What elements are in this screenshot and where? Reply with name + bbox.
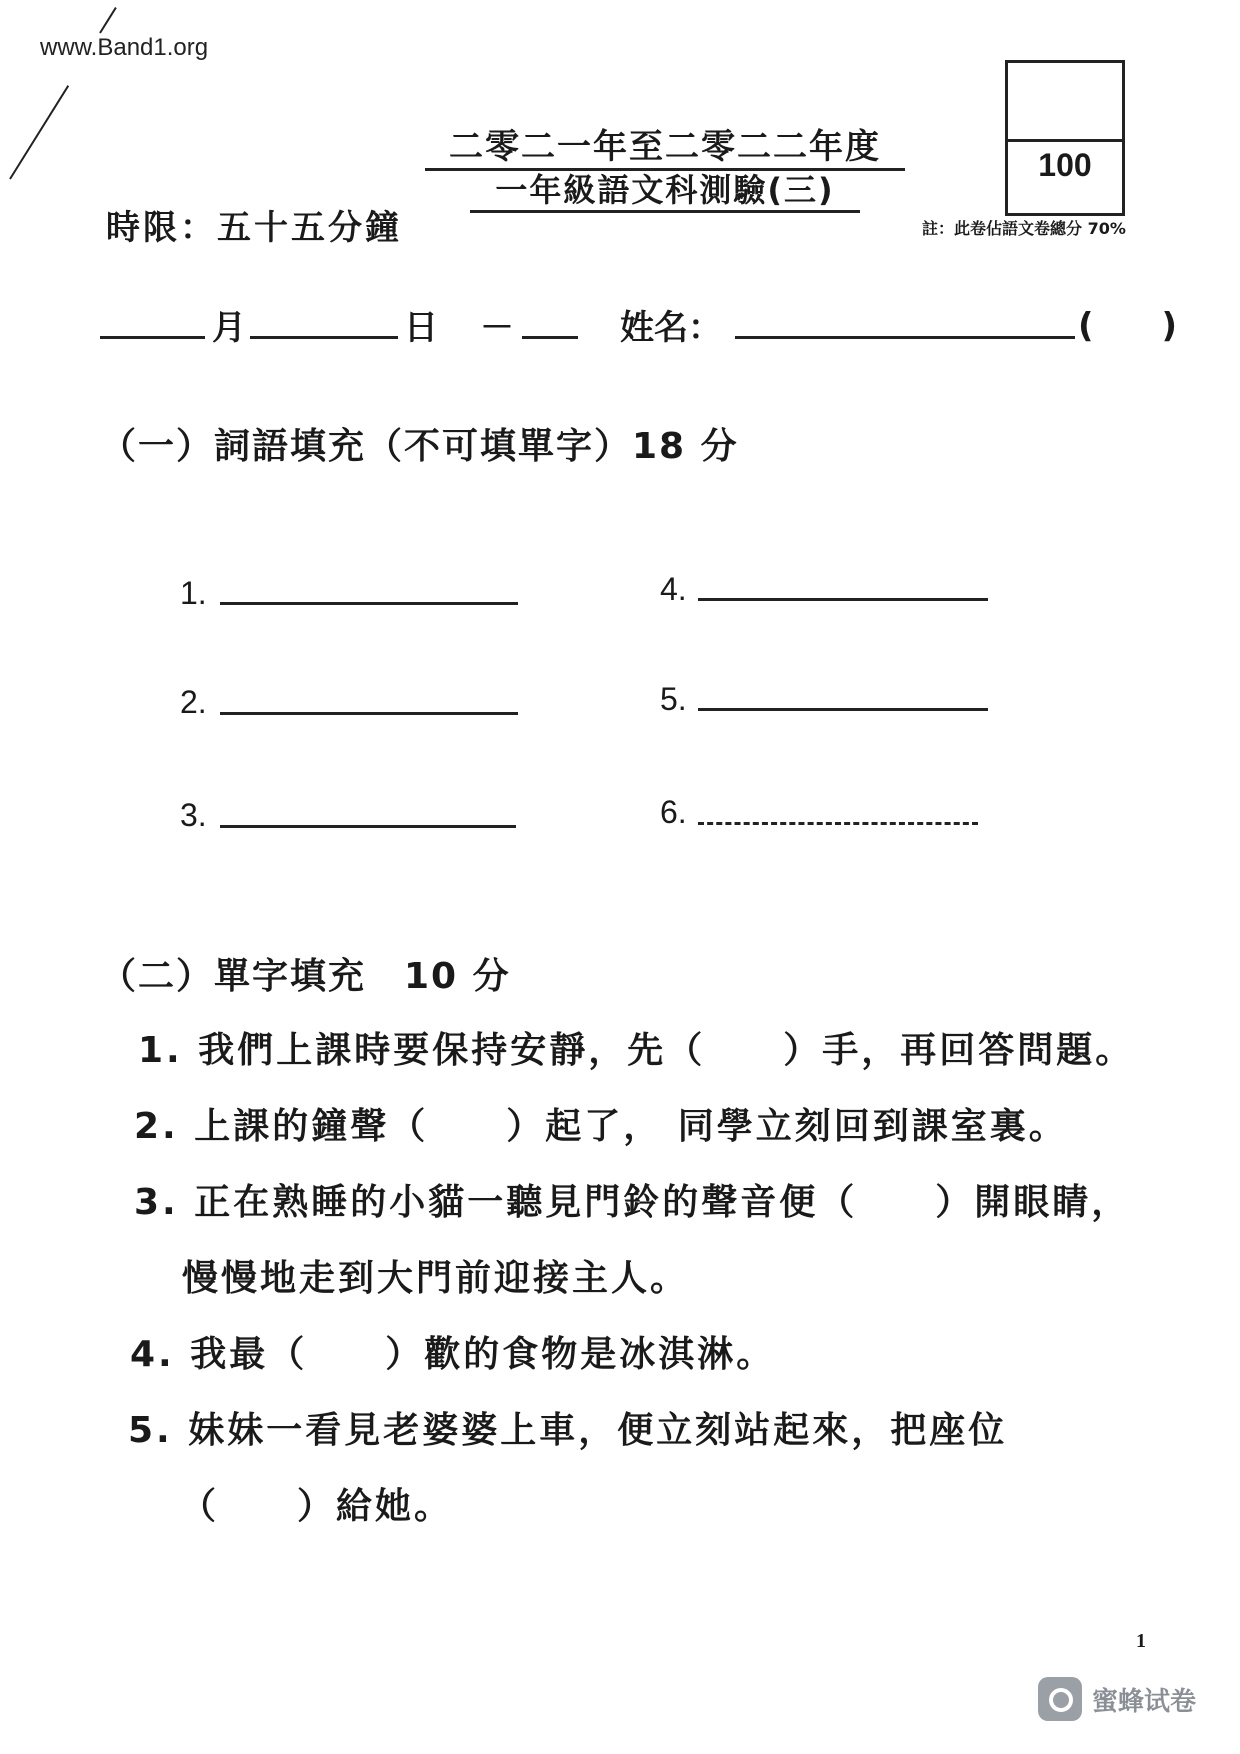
blank-number: 5. — [660, 681, 687, 717]
score-box — [1005, 60, 1125, 216]
blank-number: 6. — [660, 794, 687, 830]
class-number-paren: ( ) — [1078, 306, 1178, 346]
question-line: 慢慢地走到大門前迎接主人。 — [182, 1258, 690, 1299]
question-line: 5. 妹妹一看見老婆婆上車，便立刻站起來，把座位 — [128, 1410, 1008, 1451]
answer-blank-5[interactable] — [698, 708, 988, 711]
brand-text: 蜜蜂试卷 — [1092, 1686, 1197, 1717]
name-blank[interactable] — [735, 336, 1075, 339]
day-label: 日 — [404, 308, 438, 348]
total-score: 100 — [1038, 147, 1092, 183]
answer-blank-6[interactable] — [698, 822, 978, 825]
question-line: 3. 正在熟睡的小貓一聽見門鈴的聲音便（ ）開眼睛， — [134, 1182, 1131, 1223]
brand-logo-icon — [1038, 1677, 1082, 1721]
blank-number: 4. — [660, 571, 687, 607]
answer-blank-4[interactable] — [698, 598, 988, 601]
class-number-blank[interactable] — [522, 336, 578, 339]
section2-heading: （二）單字填充 10 分 — [100, 956, 511, 997]
blank-number: 2. — [180, 684, 207, 720]
scan-mark — [9, 85, 69, 179]
section1-heading: （一）詞語填充（不可填單字）18 分 — [100, 426, 739, 467]
question-line: 2. 上課的鐘聲（ ）起了， 同學立刻回到課室裏。 — [134, 1106, 1068, 1147]
answer-blank-3[interactable] — [220, 825, 516, 828]
scan-mark — [99, 7, 117, 34]
exam-subtitle: 一年級語文科測驗(三) — [470, 170, 860, 213]
answer-blank-2[interactable] — [220, 712, 518, 715]
question-line: （ ）給她。 — [180, 1486, 454, 1527]
weight-note: 註：此卷佔語文卷總分 70% — [922, 219, 1126, 238]
watermark-brand — [1038, 1677, 1196, 1721]
page-number: 1 — [1136, 1630, 1146, 1652]
answer-blank-1[interactable] — [220, 602, 518, 605]
month-label: 月 — [212, 308, 246, 348]
watermark-site: www.Band1.org — [40, 34, 209, 61]
question-line: 4. 我最（ ）歡的食物是冰淇淋。 — [130, 1334, 776, 1375]
blank-number: 3. — [180, 797, 207, 833]
dash: － — [480, 308, 514, 348]
score-box-divider — [1008, 139, 1122, 142]
name-label: 姓名： — [620, 308, 722, 348]
day-blank[interactable] — [250, 336, 398, 339]
month-blank[interactable] — [100, 336, 205, 339]
exam-title: 二零二一年至二零二二年度 — [425, 126, 905, 171]
blank-number: 1. — [180, 575, 207, 611]
time-limit: 時限：五十五分鐘 — [106, 208, 402, 248]
question-line: 1. 我們上課時要保持安靜，先（ ）手，再回答問題。 — [138, 1030, 1135, 1071]
